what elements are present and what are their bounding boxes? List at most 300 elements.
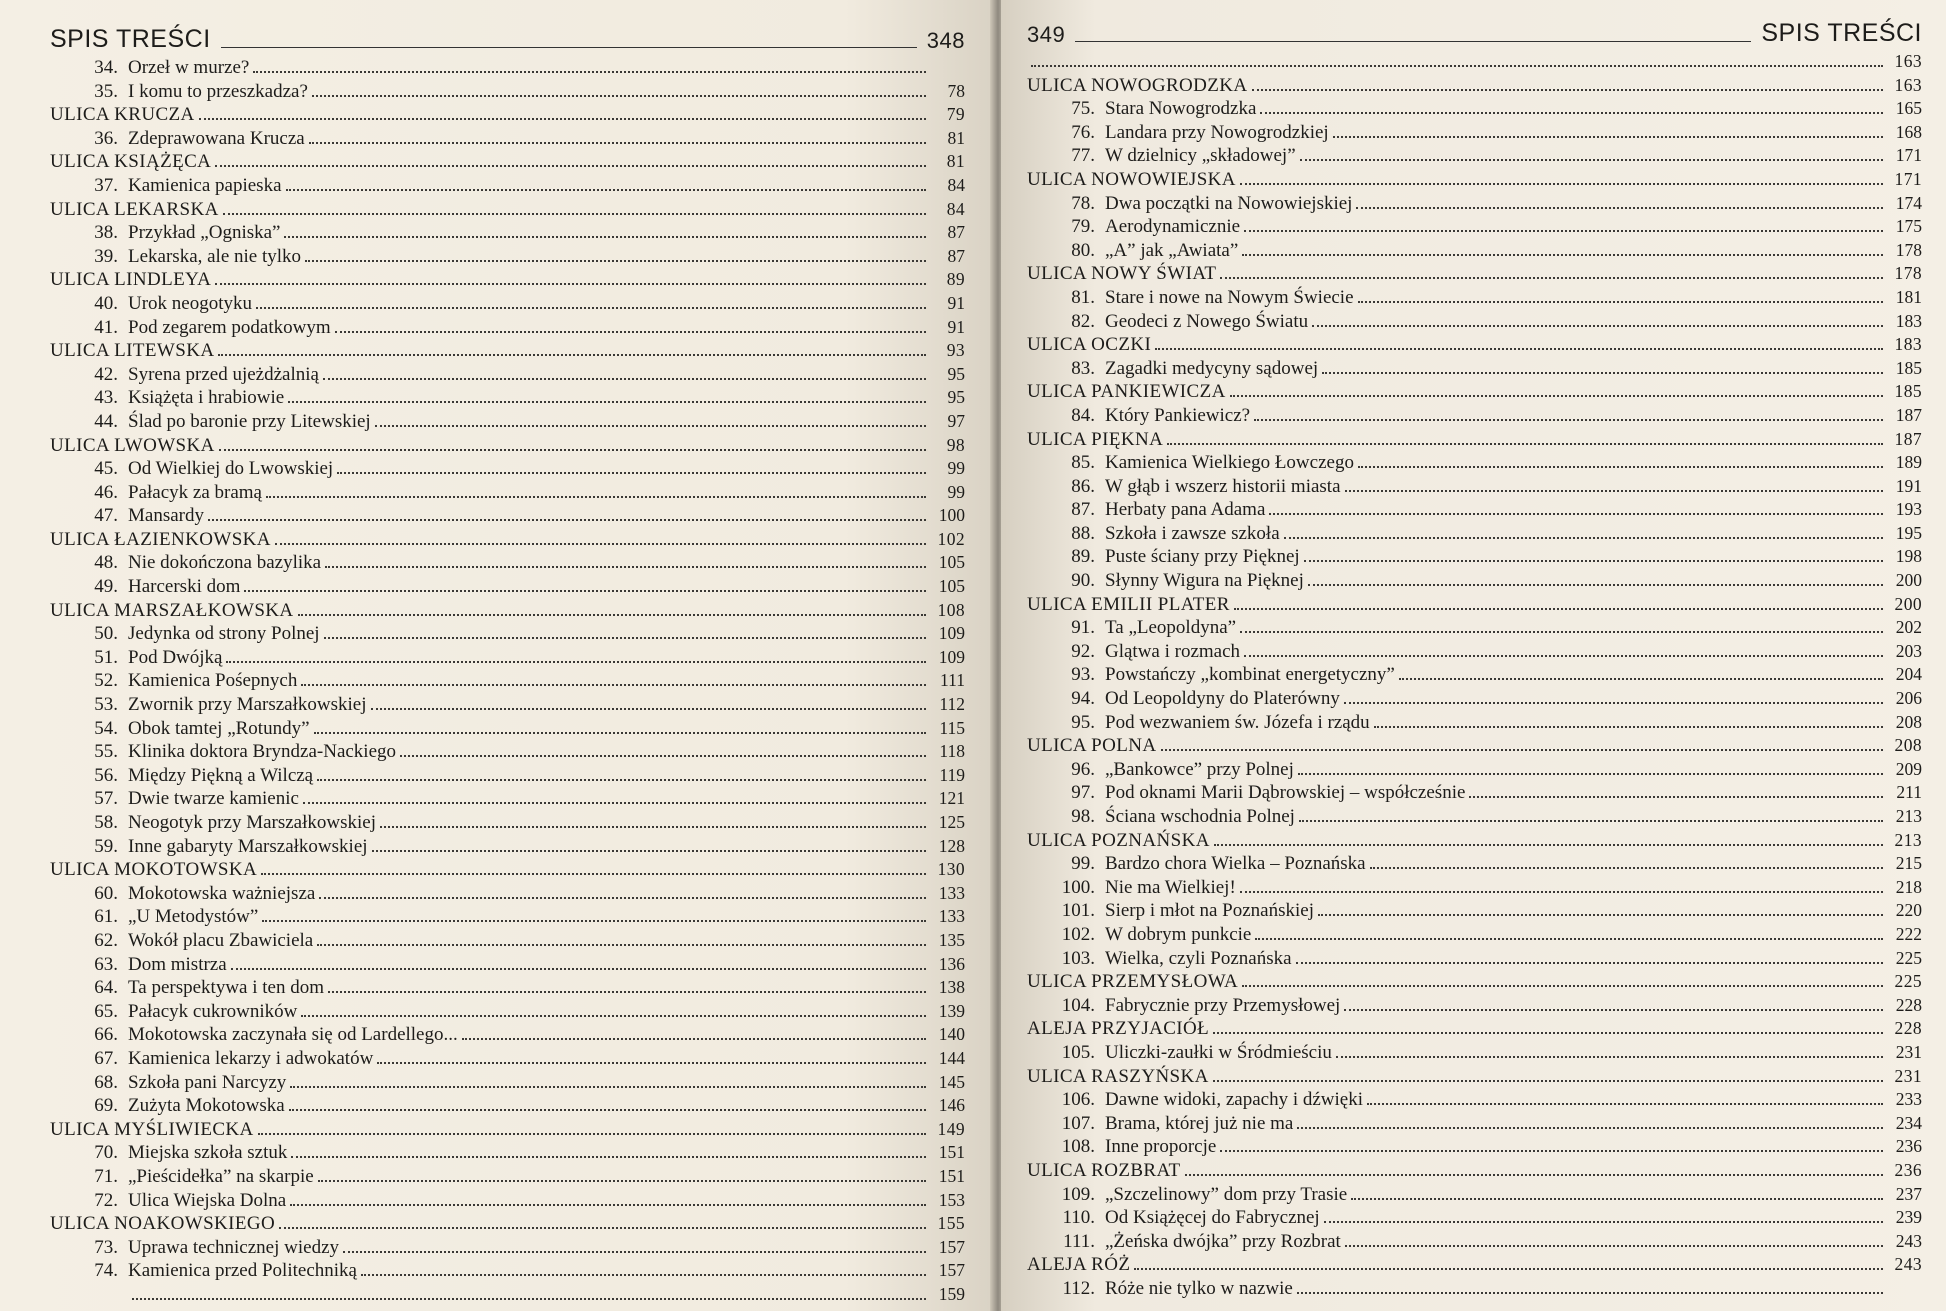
toc-title: ULICA NOWOGRODZKA: [1027, 74, 1248, 96]
toc-label: [1027, 1230, 1345, 1254]
toc-page-ref: 187: [1895, 404, 1922, 425]
toc-title: ULICA LITEWSKA: [50, 340, 215, 362]
toc-title: ULICA RASZYŃSKA: [1027, 1065, 1209, 1087]
toc-page-ref: 133: [938, 906, 965, 927]
dot-leader: [1304, 560, 1883, 562]
toc-label: [1027, 805, 1299, 829]
toc-entry-number: 66.: [94, 1024, 118, 1046]
toc-entry: [1027, 1206, 1922, 1230]
toc-label: [50, 811, 380, 835]
toc-entry: [1027, 876, 1922, 900]
left-header-title: SPIS TREŚCI: [50, 25, 211, 53]
toc-page-ref: 163: [1894, 74, 1922, 95]
toc-title: Neogotyk przy Marszałkowskiej: [128, 812, 376, 833]
toc-title: Zdeprawowana Krucza: [128, 127, 305, 149]
toc-page-ref: 79: [946, 104, 965, 125]
toc-entry: [50, 787, 965, 811]
dot-leader: [303, 802, 926, 804]
toc-entry-number: 46.: [94, 481, 118, 503]
toc-title: ULICA NOWY ŚWIAT: [1027, 263, 1217, 285]
toc-label: [50, 1283, 132, 1307]
dot-leader: [301, 1015, 926, 1017]
dot-leader: [290, 1086, 926, 1088]
toc-label: [1027, 994, 1344, 1018]
toc-title: ULICA NOWOWIEJSKA: [1027, 168, 1236, 190]
toc-title: Uliczki-zaułki w Śródmieściu: [1105, 1041, 1332, 1063]
dot-leader: [1240, 891, 1883, 893]
dot-leader: [1344, 1009, 1883, 1011]
toc-entry: [1027, 663, 1922, 687]
toc-page-ref: 112: [939, 694, 965, 715]
toc-title: ULICA MYŚLIWIECKA: [50, 1118, 254, 1140]
toc-street-heading: [1027, 74, 1922, 98]
toc-entry: [1027, 1112, 1922, 1136]
toc-page-ref: 97: [947, 410, 965, 431]
dot-leader: [226, 661, 926, 663]
toc-label: [1027, 1017, 1213, 1041]
toc-label: [1027, 74, 1252, 98]
toc-street-heading: [1027, 734, 1922, 758]
toc-label: [50, 245, 305, 269]
toc-title: ULICA LWOWSKA: [50, 434, 215, 456]
toc-title: Mansardy: [128, 505, 204, 527]
dot-leader: [1244, 655, 1883, 657]
toc-title: Szkoła pani Narcyzy: [128, 1071, 287, 1093]
toc-entry: [50, 56, 965, 80]
toc-page-ref: 109: [938, 646, 965, 667]
toc-entry: [1027, 239, 1922, 263]
toc-entry: [1027, 1088, 1922, 1112]
toc-label: [1027, 711, 1374, 735]
toc-title: Ślad po baronie przy Litewskiej: [128, 410, 371, 432]
toc-entry-number: 45.: [94, 458, 118, 480]
dot-leader: [318, 1180, 926, 1182]
toc-title: Obok tamtej „Rotundy”: [128, 717, 310, 739]
dot-leader: [279, 1227, 926, 1229]
toc-label: [50, 1165, 318, 1189]
toc-entry-number: 101.: [1061, 900, 1095, 922]
right-page: [1001, 0, 1946, 1311]
toc-entry-number: 58.: [94, 812, 118, 833]
toc-title: Miejska szkoła sztuk: [128, 1142, 288, 1164]
toc-page-ref: 236: [1895, 1136, 1922, 1157]
toc-title: Ściana wschodnia Polnej: [1105, 806, 1295, 827]
toc-page-ref: 237: [1895, 1183, 1922, 1204]
dot-leader: [1254, 419, 1883, 421]
toc-title: ULICA LINDLEYA: [50, 269, 212, 291]
toc-page-ref: 146: [938, 1095, 965, 1116]
dot-leader: [371, 708, 927, 710]
toc-entry: [1027, 994, 1922, 1018]
toc-entry-number: 63.: [94, 953, 118, 975]
dot-leader: [1214, 844, 1883, 846]
toc-label: [50, 787, 303, 811]
dot-leader: [286, 189, 926, 191]
toc-page-ref: 93: [946, 340, 965, 361]
toc-page-ref: 111: [940, 670, 965, 691]
toc-title: Glątwa i rozmach: [1105, 640, 1241, 662]
left-toc-list: [50, 56, 965, 1306]
toc-entry-number: 43.: [94, 387, 118, 409]
toc-entry: [50, 1189, 965, 1213]
dot-leader: [1134, 1268, 1883, 1270]
toc-label: [1027, 1088, 1367, 1112]
toc-label: [50, 1259, 361, 1283]
toc-label: [50, 976, 328, 1000]
toc-label: [50, 929, 317, 953]
toc-title: ULICA KSIĄŻĘCA: [50, 151, 212, 173]
toc-title: Dawne widoki, zapachy i dźwięki: [1105, 1089, 1363, 1111]
toc-entry: [50, 551, 965, 575]
dot-leader: [323, 378, 926, 380]
toc-street-heading: [1027, 1065, 1922, 1089]
toc-title: Landara przy Nowogrodzkiej: [1105, 121, 1329, 143]
toc-title: Kamienica Wielkiego Łowczego: [1105, 452, 1354, 474]
toc-label: [50, 858, 261, 882]
toc-entry: [50, 575, 965, 599]
toc-entry-number: 108.: [1061, 1136, 1095, 1158]
toc-title: ULICA ROZBRAT: [1027, 1159, 1181, 1181]
toc-page-ref: 208: [1894, 735, 1922, 756]
toc-entry: [50, 1165, 965, 1189]
toc-entry: [1027, 404, 1922, 428]
toc-title: Od Leopoldyny do Platerówny: [1105, 688, 1340, 710]
toc-label: [1027, 380, 1230, 404]
toc-page-ref: 165: [1895, 98, 1922, 119]
toc-page-ref: 140: [938, 1024, 965, 1045]
toc-label: [1027, 852, 1370, 876]
toc-entry: [50, 1023, 965, 1047]
toc-title: Syrena przed ujeżdżalnią: [128, 363, 319, 385]
toc-entry-number: 37.: [94, 174, 118, 196]
toc-page-ref: 121: [938, 788, 965, 809]
dot-leader: [1345, 1245, 1883, 1247]
toc-page-ref: 163: [1894, 51, 1922, 71]
dot-leader: [1220, 1150, 1883, 1152]
toc-entry: [1027, 947, 1922, 971]
toc-title: Jedynka od strony Polnej: [128, 623, 320, 645]
dot-leader: [337, 472, 926, 474]
toc-page-ref: 136: [938, 953, 965, 974]
toc-title: Inne proporcje: [1105, 1136, 1217, 1158]
toc-entry-number: 35.: [94, 80, 118, 102]
toc-entry: [50, 457, 965, 481]
toc-page-ref: 191: [1895, 475, 1922, 496]
toc-entry: [1027, 569, 1922, 593]
toc-entry-number: 51.: [94, 646, 118, 668]
toc-page-ref: 200: [1894, 593, 1922, 614]
toc-entry-number: 96.: [1071, 758, 1095, 780]
toc-page-ref: 144: [938, 1047, 965, 1068]
toc-entry-number: 99.: [1071, 853, 1095, 875]
toc-street-heading: [1027, 1159, 1922, 1183]
toc-label: [1027, 876, 1240, 900]
toc-entry: [50, 504, 965, 528]
toc-title: Pod oknami Marii Dąbrowskiej – współcześnie: [1105, 782, 1466, 804]
dot-leader: [325, 566, 926, 568]
toc-page-ref: 204: [1895, 664, 1922, 685]
toc-title: ULICA MARSZAŁKOWSKA: [50, 599, 294, 621]
dot-leader: [335, 331, 926, 333]
toc-entry: [1027, 215, 1922, 239]
toc-page-ref: 243: [1895, 1230, 1922, 1251]
toc-entry: [1027, 1277, 1922, 1301]
toc-page-ref: 135: [938, 929, 965, 950]
toc-label: [50, 835, 372, 859]
toc-label: [1027, 970, 1242, 994]
toc-label: [1027, 899, 1318, 923]
toc-label: [1027, 1206, 1324, 1230]
left-page-header: [50, 20, 965, 54]
toc-page-ref: 89: [946, 269, 965, 290]
toc-page-ref: 139: [938, 1000, 965, 1021]
toc-title: Który Pankiewicz?: [1105, 404, 1251, 426]
toc-entry: [1027, 923, 1922, 947]
dot-leader: [1220, 277, 1883, 279]
toc-label: [1027, 640, 1244, 664]
toc-label: [1027, 286, 1358, 310]
toc-title: Lekarska, ale nie tylko: [128, 245, 302, 267]
toc-title: Dom mistrza: [128, 953, 227, 975]
toc-entry-number: 90.: [1071, 570, 1095, 592]
toc-page-ref: 231: [1895, 1041, 1922, 1062]
toc-label: [50, 1094, 289, 1118]
toc-page-ref: 87: [947, 222, 965, 243]
toc-page-ref: 105: [938, 576, 965, 597]
toc-entry: [1027, 805, 1922, 829]
toc-title: Powstańczy „kombinat energetyczny”: [1105, 664, 1395, 686]
toc-street-heading: [1027, 168, 1922, 192]
toc-label: [50, 551, 325, 575]
toc-label: [50, 1236, 343, 1260]
toc-entry: [50, 410, 965, 434]
toc-entry: [50, 669, 965, 693]
toc-page-ref: 100: [938, 505, 965, 526]
toc-label: [1027, 522, 1284, 546]
toc-title: Stara Nowogrodzka: [1105, 98, 1257, 120]
toc-label: [50, 646, 226, 670]
dot-leader: [400, 755, 926, 757]
toc-label: [50, 150, 215, 174]
dot-leader: [284, 236, 926, 238]
toc-entry: [50, 953, 965, 977]
toc-title: Szkoła i zawsze szkoła: [1105, 522, 1280, 544]
toc-page-ref: 105: [938, 552, 965, 573]
toc-title: Kamienica papieska: [128, 174, 282, 196]
toc-entry-number: 55.: [94, 741, 118, 763]
dot-leader: [1358, 466, 1883, 468]
toc-entry: [1027, 640, 1922, 664]
toc-title: Między Piękną a Wilczą: [128, 764, 314, 786]
toc-street-heading: [1027, 1017, 1922, 1041]
toc-entry-number: 60.: [94, 882, 118, 904]
toc-title: Od Książęcej do Fabrycznej: [1105, 1207, 1320, 1229]
dot-leader: [256, 307, 926, 309]
toc-label: [50, 1189, 290, 1213]
toc-entry: [50, 1000, 965, 1024]
toc-label: [1027, 428, 1167, 452]
toc-label: [1027, 357, 1322, 381]
toc-street-heading: [1027, 593, 1922, 617]
dot-leader: [289, 1109, 926, 1111]
toc-page-ref: 200: [1895, 570, 1922, 591]
toc-entry: [1027, 545, 1922, 569]
toc-title: Słynny Wigura na Pięknej: [1105, 570, 1304, 592]
toc-entry: [50, 127, 965, 151]
toc-label: [1027, 1277, 1297, 1301]
toc-entry-number: 52.: [94, 670, 118, 692]
toc-street-heading: [1027, 829, 1922, 853]
toc-title: Puste ściany przy Pięknej: [1105, 546, 1300, 568]
dot-leader: [305, 260, 926, 262]
toc-label: [50, 386, 288, 410]
toc-title: Dwa początki na Nowowiejskiej: [1105, 192, 1353, 214]
toc-page-ref: 208: [1895, 711, 1922, 732]
toc-page-ref: 153: [938, 1189, 965, 1210]
toc-entry-number: 112.: [1062, 1277, 1095, 1299]
toc-page-ref: 178: [1895, 239, 1922, 260]
toc-title: Fabrycznie przy Przemysłowej: [1105, 994, 1341, 1016]
toc-label: [1027, 333, 1155, 357]
toc-entry: [50, 976, 965, 1000]
toc-page-ref: 155: [937, 1213, 965, 1234]
dot-leader: [132, 1298, 926, 1300]
dot-leader: [1367, 1103, 1883, 1105]
toc-entry: [1027, 522, 1922, 546]
toc-entry-number: 57.: [94, 788, 118, 810]
dot-leader: [380, 826, 926, 828]
toc-page-ref: 81: [947, 127, 965, 148]
toc-entry-number: 86.: [1071, 475, 1095, 497]
toc-entry-number: 39.: [94, 245, 118, 267]
toc-entry: [50, 1047, 965, 1071]
toc-label: [50, 1047, 377, 1071]
toc-entry-number: 34.: [94, 57, 118, 78]
right-header-title: SPIS TREŚCI: [1761, 19, 1922, 47]
toc-entry: [50, 811, 965, 835]
toc-entry: [1027, 899, 1922, 923]
toc-title: Pałacyk cukrowników: [128, 1000, 298, 1022]
toc-title: ALEJA RÓŻ: [1027, 1254, 1131, 1276]
toc-entry-number: 56.: [94, 764, 118, 786]
toc-entry-number: 78.: [1071, 192, 1095, 214]
toc-entry: [50, 1071, 965, 1095]
toc-label: [50, 599, 298, 623]
toc-street-heading: [50, 528, 965, 552]
toc-label: [50, 669, 301, 693]
toc-page-ref: 84: [946, 198, 965, 219]
toc-page-ref: 145: [938, 1071, 965, 1092]
toc-label: [1027, 1065, 1213, 1089]
toc-title: Aerodynamicznie: [1105, 216, 1241, 238]
toc-page-ref: 149: [937, 1118, 965, 1139]
toc-page-ref: 233: [1895, 1089, 1922, 1110]
toc-label: [1027, 498, 1269, 522]
toc-entry: [50, 764, 965, 788]
toc-entry: [1027, 192, 1922, 216]
toc-label: [1027, 758, 1298, 782]
toc-page-ref: 225: [1894, 971, 1922, 992]
toc-title: ULICA PANKIEWICZA: [1027, 381, 1226, 403]
toc-entry: [1027, 1230, 1922, 1254]
toc-street-heading: [1027, 428, 1922, 452]
toc-entry-number: 71.: [94, 1165, 118, 1187]
dot-leader: [1399, 678, 1883, 680]
toc-title: Geodeci z Nowego Światu: [1105, 310, 1309, 332]
dot-leader: [1230, 395, 1883, 397]
toc-title: ULICA POLNA: [1027, 735, 1157, 757]
toc-label: [1027, 1112, 1297, 1136]
toc-entry-number: 100.: [1061, 876, 1095, 898]
toc-label: [50, 103, 199, 127]
dot-leader: [258, 1133, 926, 1135]
toc-title: Od Wielkiej do Lwowskiej: [128, 458, 334, 480]
dot-leader: [1244, 230, 1883, 232]
toc-title: Orzeł w murze?: [128, 57, 250, 78]
toc-title: Książęta i hrabiowie: [128, 387, 285, 409]
toc-entry-number: 69.: [94, 1095, 118, 1117]
toc-page-ref: 125: [938, 812, 965, 832]
toc-entry-number: 62.: [94, 929, 118, 951]
toc-label: [50, 1071, 290, 1095]
toc-entry-number: 49.: [94, 576, 118, 598]
toc-title: „Żeńska dwójka” przy Rozbrat: [1105, 1230, 1341, 1252]
toc-entry-number: 54.: [94, 717, 118, 739]
toc-entry-number: 97.: [1071, 782, 1095, 804]
toc-title: Inne gabaryty Marszałkowskiej: [128, 835, 368, 857]
dot-leader: [275, 543, 926, 545]
toc-entry: [1027, 616, 1922, 640]
toc-title: Mokotowska ważniejsza: [128, 882, 316, 904]
toc-street-heading: [50, 858, 965, 882]
toc-label: [1027, 781, 1469, 805]
toc-entry-number: 88.: [1071, 522, 1095, 544]
dot-leader: [1155, 348, 1883, 350]
toc-title: Klinika doktora Bryndza-Nackiego: [128, 741, 397, 763]
toc-entry: [50, 717, 965, 741]
toc-page-ref: 171: [1895, 145, 1922, 166]
toc-entry-number: 103.: [1061, 947, 1095, 969]
toc-entry-number: 53.: [94, 694, 118, 716]
toc-page-ref: 95: [947, 387, 965, 408]
toc-entry-number: 93.: [1071, 664, 1095, 686]
toc-label: [50, 693, 371, 717]
toc-title: ULICA PRZEMYSŁOWA: [1027, 971, 1239, 993]
toc-label: [50, 410, 375, 434]
toc-street-heading: [50, 268, 965, 292]
toc-street-heading: [1027, 1253, 1922, 1277]
toc-page-ref: 157: [938, 1260, 965, 1281]
toc-page-ref: 225: [1895, 947, 1922, 968]
dot-leader: [317, 944, 926, 946]
toc-page-ref: 195: [1895, 522, 1922, 543]
dot-leader: [1336, 1056, 1883, 1058]
dot-leader: [1284, 537, 1883, 539]
dot-leader: [244, 590, 926, 592]
toc-page-ref: 109: [938, 623, 965, 644]
toc-page-ref: 236: [1894, 1159, 1922, 1180]
toc-entry-number: 107.: [1061, 1112, 1095, 1134]
dot-leader: [372, 850, 926, 852]
header-rule: [221, 47, 917, 48]
toc-label: [1027, 121, 1333, 145]
dot-leader: [377, 1062, 926, 1064]
toc-entry: [1027, 711, 1922, 735]
toc-label: [1027, 923, 1255, 947]
toc-entry: [50, 1094, 965, 1118]
toc-page-ref: 91: [947, 292, 965, 313]
toc-entry-number: 59.: [94, 835, 118, 857]
